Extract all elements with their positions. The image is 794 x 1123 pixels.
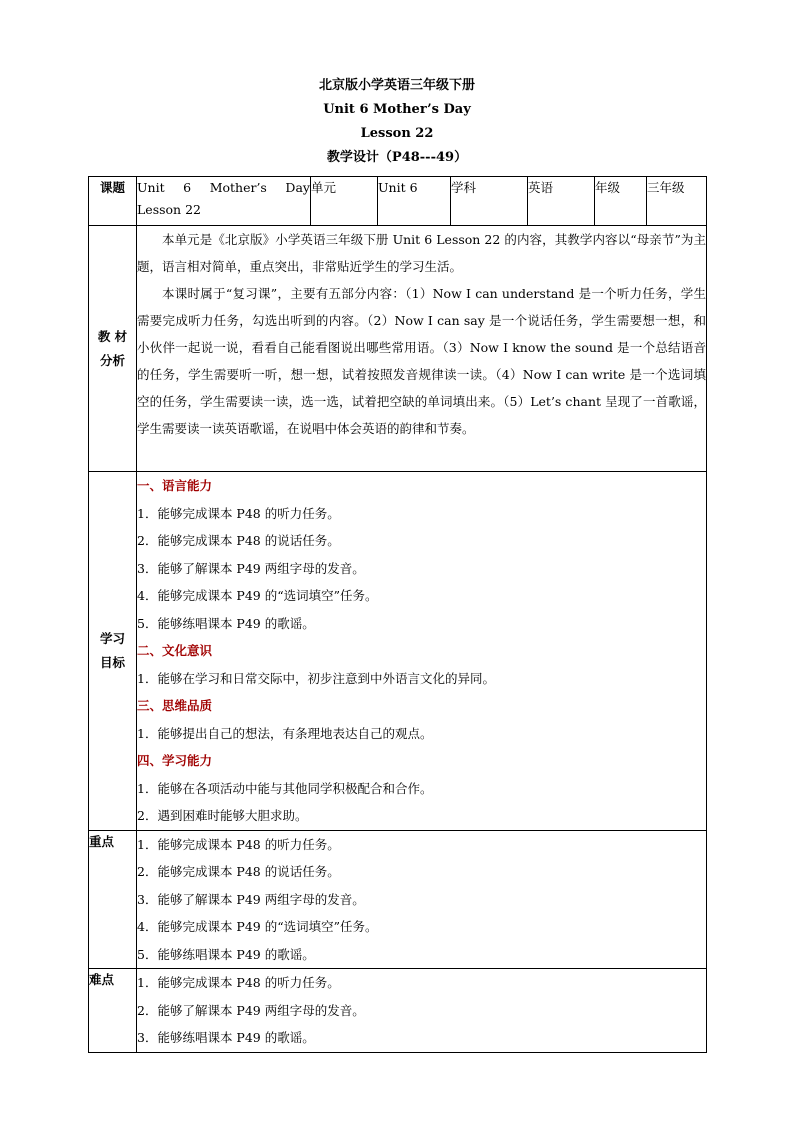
- unit-label-cell: [311, 177, 378, 226]
- key-point-item: 2．能够完成课本 P48 的说话任务。: [137, 864, 340, 879]
- header-design-line: 教学设计（P48---49）: [326, 150, 468, 165]
- topic-label-cell: [89, 177, 137, 226]
- difficult-points-content-cell: [137, 969, 707, 1053]
- objective-item: 2．遇到困难时能够大胆求助。: [137, 808, 308, 823]
- difficult-point-item: 1．能够完成课本 P48 的听力任务。: [137, 975, 340, 990]
- key-point-item: 1．能够完成课本 P48 的听力任务。: [137, 836, 340, 852]
- header-grade-line: 北京版小学英语三年级下册: [318, 78, 475, 93]
- analysis-label-line2: 分析: [99, 352, 125, 368]
- objective-item: 3．能够了解课本 P49 两组字母的发音。: [137, 560, 365, 576]
- header-unit-line: Unit 6 Mother’s Day: [323, 102, 471, 117]
- difficult-points-label: 难点: [89, 972, 115, 987]
- analysis-paragraph-1: 本单元是《北京版》小学英语三年级下册 Unit 6 Lesson 22 的内容，其教学内容以“母亲节”为主题，语言相对简单，重点突出，非常贴近学生的学习生活。: [137, 232, 706, 274]
- table-row-objectives: [89, 472, 707, 831]
- lesson-plan-table: [88, 176, 707, 1053]
- objectives-content-cell: [137, 472, 707, 831]
- objective-section-title: 四、学习能力: [137, 753, 213, 768]
- key-points-label: 重点: [89, 833, 115, 849]
- objectives-label-line2: 目标: [99, 654, 125, 670]
- key-point-item: 5．能够练唱课本 P49 的歌谣。: [137, 946, 315, 962]
- objective-item: 4．能够完成课本 P49 的“选词填空”任务。: [137, 588, 378, 603]
- header-lesson-line: Lesson 22: [360, 126, 434, 141]
- unit-value-cell: [378, 177, 451, 226]
- topic-label: 课题: [99, 180, 125, 195]
- difficult-points-label-cell: [89, 969, 137, 1053]
- key-points-label-cell: [89, 830, 137, 969]
- table-row-difficult-points: [89, 969, 707, 1053]
- unit-value: Unit 6: [378, 180, 418, 195]
- key-point-item: 4．能够完成课本 P49 的“选词填空”任务。: [137, 919, 378, 934]
- topic-value-line1: [137, 177, 310, 199]
- objective-item: 1．能够在各项活动中能与其他同学积极配合和合作。: [137, 780, 433, 796]
- key-points-content-cell: [137, 830, 707, 969]
- objective-section-title: 二、文化意识: [137, 643, 213, 658]
- analysis-content-cell: [137, 226, 707, 472]
- table-row-topic: [89, 177, 707, 226]
- topic-word-2: 6: [183, 180, 192, 195]
- objective-item: 1．能够提出自己的想法，有条理地表达自己的观点。: [137, 725, 433, 741]
- topic-value-line2: Lesson 22: [137, 202, 201, 217]
- grade-value-cell: [647, 177, 707, 226]
- objective-item: 1．能够完成课本 P48 的听力任务。: [137, 505, 340, 521]
- objective-item: 5．能够练唱课本 P49 的歌谣。: [137, 615, 315, 631]
- objective-item: 1．能够在学习和日常交际中，初步注意到中外语言文化的异同。: [137, 670, 495, 686]
- subject-label-cell: [451, 177, 528, 226]
- topic-value-cell: [137, 177, 311, 226]
- subject-value: 英语: [528, 180, 554, 195]
- subject-value-cell: [528, 177, 595, 226]
- document-header: [0, 74, 794, 170]
- analysis-paragraph-2: 本课时属于“复习课”，主要有五部分内容：（1）Now I can understand 是一个听力任务，学生需要完成听力任务，勾选出听到的内容。（2）Now I can say 是一个说话任务，学生需要想一想，和小伙伴一起说一说，看看自己能看图说出哪些常用语。（3）Now I know the sound 是一个总结语音的任务，学生需要听一听，想一想，试着按照发音规律读一读。（4）Now I can write 是一个选词填空的任务，学生需要读一读，选一选，试着把空缺的单词填出来。（5）Let’s chant 呈现了一首歌谣，学生需要读一读英语歌谣，在说唱中体会英语的韵律和节奏。: [137, 286, 706, 436]
- objectives-label-line1: 学习: [99, 630, 125, 646]
- topic-word-1: Unit: [137, 180, 165, 195]
- unit-label: 单元: [311, 180, 337, 195]
- objective-section-title: 三、思维品质: [137, 698, 213, 713]
- grade-value: 三年级: [647, 180, 685, 195]
- table-row-key-points: [89, 830, 707, 969]
- analysis-label-cell: [89, 226, 137, 472]
- grade-label-cell: [595, 177, 647, 226]
- topic-word-4: Day: [285, 180, 310, 195]
- key-point-item: 3．能够了解课本 P49 两组字母的发音。: [137, 891, 365, 907]
- difficult-point-item: 3．能够练唱课本 P49 的歌谣。: [137, 1030, 315, 1045]
- objective-item: 2．能够完成课本 P48 的说话任务。: [137, 533, 340, 548]
- grade-label: 年级: [595, 180, 621, 195]
- table-row-analysis: [89, 226, 707, 472]
- analysis-label-line1: 教 材: [97, 328, 128, 344]
- objective-section-title: 一、语言能力: [137, 478, 213, 493]
- difficult-point-item: 2．能够了解课本 P49 两组字母的发音。: [137, 1002, 365, 1018]
- topic-word-3: Mother’s: [209, 180, 267, 195]
- subject-label: 学科: [451, 180, 477, 195]
- objectives-label-cell: [89, 472, 137, 831]
